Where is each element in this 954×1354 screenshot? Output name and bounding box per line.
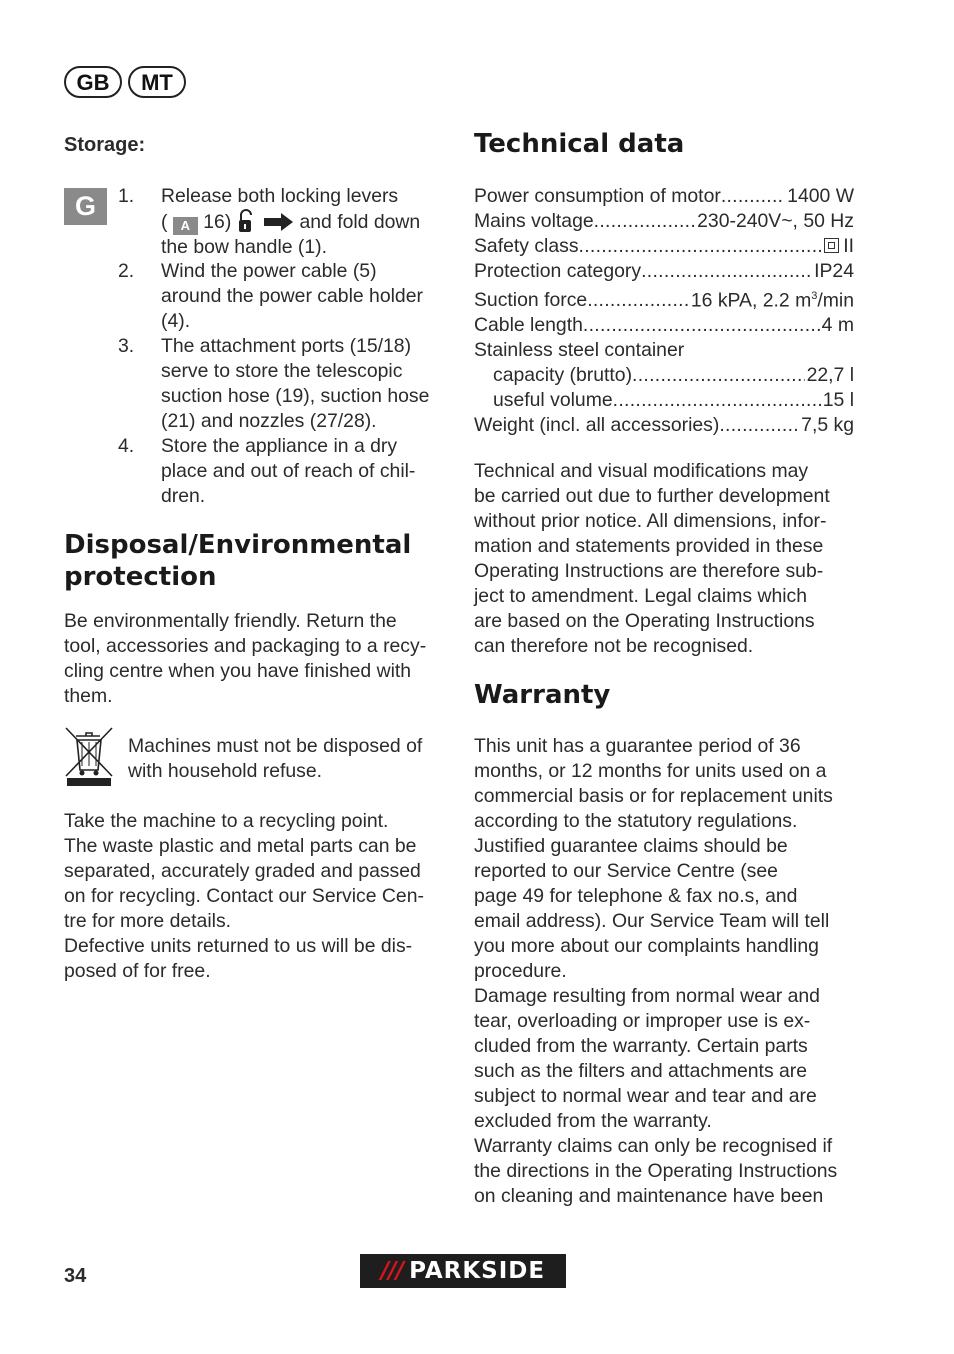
parkside-logo	[360, 1254, 566, 1288]
step-number: 3.	[118, 335, 135, 357]
ref-open: (	[161, 211, 168, 233]
step-line: serve to store the telescopic	[161, 360, 403, 382]
protection-class-ii-icon	[824, 238, 839, 253]
text-line: on cleaning and maintenance have been	[474, 1185, 824, 1207]
text-line: Take the machine to a recycling point.	[64, 810, 389, 832]
tech-value-unit: /min	[817, 289, 854, 312]
figure-label-a: A	[173, 217, 198, 235]
technical-data-heading: Technical data	[474, 129, 685, 159]
text-line: Defective units returned to us will be dis-	[64, 935, 413, 957]
tech-value: 22,7 l	[806, 364, 854, 387]
step-line: Wind the power cable (5)	[161, 260, 377, 282]
tech-row	[474, 413, 854, 438]
section-marker-g: G	[64, 188, 107, 225]
tech-row	[474, 259, 854, 284]
text-line: on for recycling. Contact our Service Cen-	[64, 885, 424, 907]
weee-notice	[128, 734, 458, 784]
tech-value: 7,5 kg	[801, 414, 854, 437]
disposal-heading-line-2: protection	[64, 562, 217, 592]
storage-step-3	[118, 334, 458, 434]
text-line: tool, accessories and packaging to a recy-	[64, 635, 427, 657]
tech-label: Mains voltage	[474, 210, 594, 232]
text-line: This unit has a guarantee period of 36	[474, 735, 801, 757]
text-line: according to the statutory regulations.	[474, 810, 798, 832]
tech-row	[474, 388, 854, 413]
disposal-heading	[64, 529, 411, 593]
step-line: around the power cable holder	[161, 285, 423, 307]
text-line: Warranty claims can only be recognised if	[474, 1135, 833, 1157]
step-number: 2.	[118, 260, 135, 282]
text-line: posed of for free.	[64, 960, 211, 982]
warranty-paragraph	[474, 734, 874, 1209]
text-line: excluded from the warranty.	[474, 1110, 712, 1132]
tech-row	[474, 209, 854, 234]
tech-label: Suction force	[474, 289, 588, 312]
language-badges	[64, 66, 186, 98]
tech-label: Power consumption of motor	[474, 185, 721, 207]
text-line: procedure.	[474, 960, 567, 982]
tech-row	[474, 363, 854, 388]
text-line: Justified guarantee claims should be	[474, 835, 788, 857]
storage-title: Storage:	[64, 134, 146, 156]
text-line: commercial basis or for replacement units	[474, 785, 833, 807]
text-line: them.	[64, 685, 113, 707]
step-line: place and out of reach of chil-	[161, 460, 416, 482]
step-line: the bow handle (1).	[161, 236, 328, 258]
ref-after: and fold down	[299, 211, 421, 233]
text-line: cluded from the warranty. Certain parts	[474, 1035, 808, 1057]
step-line: dren.	[161, 485, 206, 507]
step-line: suction hose (19), suction hose	[161, 385, 430, 407]
step-number: 1.	[118, 185, 135, 207]
logo-slashes: ///	[380, 1257, 404, 1284]
text-line: Machines must not be disposed of	[128, 735, 423, 757]
disposal-paragraph	[64, 609, 449, 709]
recycling-paragraph	[64, 809, 449, 984]
storage-step-1	[118, 184, 458, 260]
step-number: 4.	[118, 435, 135, 457]
tech-label: Cable length	[474, 314, 583, 337]
tech-row	[474, 284, 854, 313]
text-line: can therefore not be recognised.	[474, 635, 754, 657]
tech-value: II	[843, 235, 854, 257]
step-line: (21) and nozzles (27/28).	[161, 410, 377, 432]
text-line: months, or 12 months for units used on a	[474, 760, 827, 782]
lang-badge-gb: GB	[64, 66, 122, 98]
tech-label: Protection category	[474, 260, 642, 282]
text-line: The waste plastic and metal parts can be	[64, 835, 417, 857]
modifications-paragraph	[474, 459, 859, 659]
tech-label: Stainless steel container	[474, 339, 685, 362]
text-line: with household refuse.	[128, 760, 323, 782]
page-number: 34	[64, 1265, 87, 1287]
lang-badge-mt: MT	[128, 66, 186, 98]
tech-row	[474, 234, 854, 259]
tech-value: 15 l	[822, 389, 854, 412]
tech-row	[474, 313, 854, 338]
text-line: Operating Instructions are therefore sub-	[474, 560, 824, 582]
tech-value-sup: 3	[811, 290, 818, 302]
tech-value: 230-240V~, 50 Hz	[697, 210, 854, 232]
text-line: such as the filters and attachments are	[474, 1060, 808, 1082]
step-line: Store the appliance in a dry	[161, 435, 398, 457]
ref-number: 16)	[203, 211, 232, 233]
text-line: without prior notice. All dimensions, infor-	[474, 510, 827, 532]
tech-label: Safety class	[474, 235, 579, 257]
text-line: tre for more details.	[64, 910, 232, 932]
text-line: are based on the Operating Instructions	[474, 610, 815, 632]
text-line: the directions in the Operating Instructions	[474, 1160, 838, 1182]
text-line: you more about our complaints handling	[474, 935, 819, 957]
storage-step-2	[118, 259, 458, 334]
tech-label: useful volume	[493, 389, 613, 412]
step-line: Release both locking levers	[161, 185, 399, 207]
warranty-heading: Warranty	[474, 680, 611, 710]
tech-label: capacity (brutto)	[493, 364, 633, 387]
text-line: Technical and visual modifications may	[474, 460, 809, 482]
text-line: ject to amendment. Legal claims which	[474, 585, 808, 607]
tech-row	[474, 338, 854, 363]
text-line: page 49 for telephone & fax no.s, and	[474, 885, 798, 907]
storage-step-4	[118, 434, 458, 509]
tech-value: 1400 W	[787, 185, 854, 207]
arrow-right-icon	[264, 213, 294, 231]
crossed-out-wheelie-bin-icon	[64, 726, 114, 786]
step-line: (4).	[161, 310, 191, 332]
technical-data-table	[474, 184, 854, 438]
text-line: email address). Our Service Team will tell	[474, 910, 830, 932]
tech-value: IP24	[814, 260, 854, 282]
step-line: The attachment ports (15/18)	[161, 335, 412, 357]
text-line: be carried out due to further development	[474, 485, 830, 507]
tech-label: Weight (incl. all accessories)	[474, 414, 720, 437]
text-line: Be environmentally friendly. Return the	[64, 610, 397, 632]
step-line-with-icons	[161, 209, 458, 235]
text-line: subject to normal wear and tear and are	[474, 1085, 817, 1107]
tech-row	[474, 184, 854, 209]
text-line: reported to our Service Centre (see	[474, 860, 778, 882]
tech-value: 4 m	[821, 314, 854, 337]
tech-value: 16 kPA, 2.2 m	[690, 289, 812, 312]
unlock-icon	[237, 209, 259, 235]
text-line: tear, overloading or improper use is ex-	[474, 1010, 811, 1032]
disposal-heading-line-1: Disposal/Environmental	[64, 530, 412, 560]
text-line: Damage resulting from normal wear and	[474, 985, 820, 1007]
logo-text: PARKSIDE	[409, 1257, 546, 1284]
text-line: cling centre when you have finished with	[64, 660, 412, 682]
text-line: separated, accurately graded and passed	[64, 860, 421, 882]
text-line: mation and statements provided in these	[474, 535, 824, 557]
